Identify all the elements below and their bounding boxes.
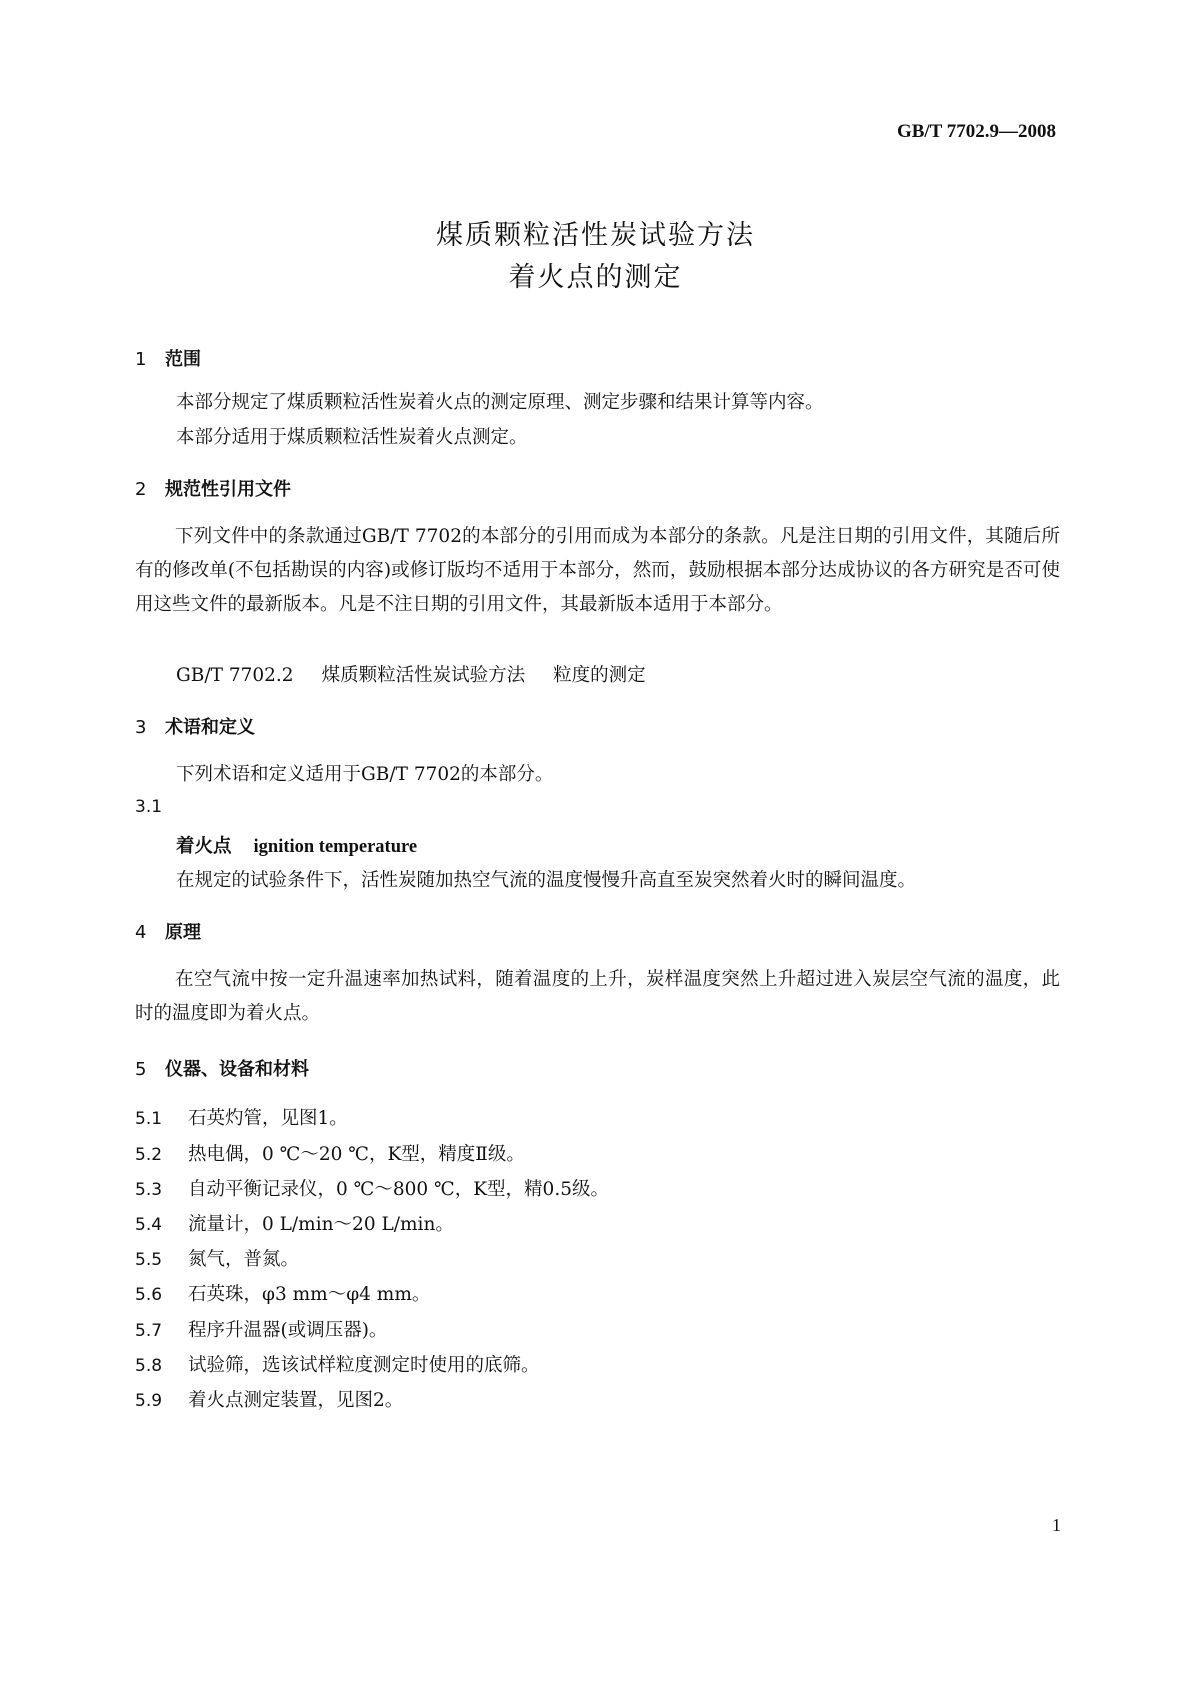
section-1-paragraph-2: 本部分适用于煤质颗粒活性炭着火点测定。 — [176, 427, 528, 448]
document-title: 煤质颗粒活性炭试验方法 — [436, 220, 755, 251]
list-item: 5.8 试验筛，选该试样粒度测定时使用的底筛。 — [135, 1355, 540, 1376]
section-title: 范围 — [165, 349, 201, 370]
list-item: 5.7 程序升温器(或调压器)。 — [135, 1320, 388, 1341]
term-entry — [176, 832, 417, 858]
list-item: 5.3 自动平衡记录仪，0 ℃～800 ℃，K型，精0.5级。 — [135, 1179, 609, 1200]
list-item: 5.2 热电偶，0 ℃～20 ℃，K型，精度Ⅱ级。 — [135, 1144, 525, 1165]
reference-title-part: 粒度的测定 — [553, 665, 646, 686]
clause-3-1-number: 3.1 — [135, 797, 163, 817]
section-1-heading — [135, 345, 201, 371]
list-item: 5.4 流量计，0 L/min～20 L/min。 — [135, 1214, 454, 1235]
list-item: 5.6 石英珠，φ3 mm～φ4 mm。 — [135, 1284, 431, 1305]
section-4-heading — [135, 918, 201, 944]
section-title: 原理 — [165, 922, 201, 943]
term-chinese: 着火点 — [176, 836, 232, 857]
standard-number: GB/T 7702.9—2008 — [896, 121, 1056, 142]
list-item: 5.5 氮气，普氮。 — [135, 1249, 300, 1270]
section-2-paragraph: 下列文件中的条款通过GB/T 7702的本部分的引用而成为本部分的条款。凡是注日期的引用文件，其随后所有的修改单(不包括勘误的内容)或修订版均不适用于本部分，然而，鼓励根据本部分达成协议的各方研究是否可使用这些文件的最新版本。凡是不注日期的引用文件，其最新版本适用于本部分。 — [135, 526, 1060, 615]
section-1-paragraph-1: 本部分规定了煤质颗粒活性炭着火点的测定原理、测定步骤和结果计算等内容。 — [176, 392, 824, 413]
section-number: 2 — [135, 479, 147, 500]
normative-reference — [176, 661, 646, 687]
section-2-heading — [135, 475, 291, 501]
section-4-paragraph: 在空气流中按一定升温速率加热试料，随着温度的上升，炭样温度突然上升超过进入炭层空气流的温度，此时的温度即为着火点。 — [135, 969, 1060, 1024]
document-subtitle: 着火点的测定 — [508, 262, 683, 293]
section-title: 仪器、设备和材料 — [165, 1059, 309, 1080]
section-title: 规范性引用文件 — [165, 479, 291, 500]
section-number: 5 — [135, 1059, 147, 1080]
reference-title-main: 煤质颗粒活性炭试验方法 — [321, 665, 526, 686]
section-3-paragraph: 下列术语和定义适用于GB/T 7702的本部分。 — [176, 764, 554, 785]
page-number: 1 — [1052, 1515, 1061, 1535]
section-title: 术语和定义 — [165, 717, 255, 738]
term-english: ignition temperature — [253, 837, 418, 857]
section-number: 4 — [135, 922, 147, 943]
reference-code: GB/T 7702.2 — [176, 665, 294, 686]
section-3-heading — [135, 713, 255, 739]
term-definition: 在规定的试验条件下，活性炭随加热空气流的温度慢慢升高直至炭突然着火时的瞬间温度。 — [176, 870, 917, 891]
section-number: 1 — [135, 349, 147, 370]
section-number: 3 — [135, 717, 147, 738]
list-item: 5.9 着火点测定装置，见图2。 — [135, 1390, 404, 1411]
section-5-heading — [135, 1055, 309, 1081]
list-item: 5.1 石英灼管，见图1。 — [135, 1108, 348, 1129]
